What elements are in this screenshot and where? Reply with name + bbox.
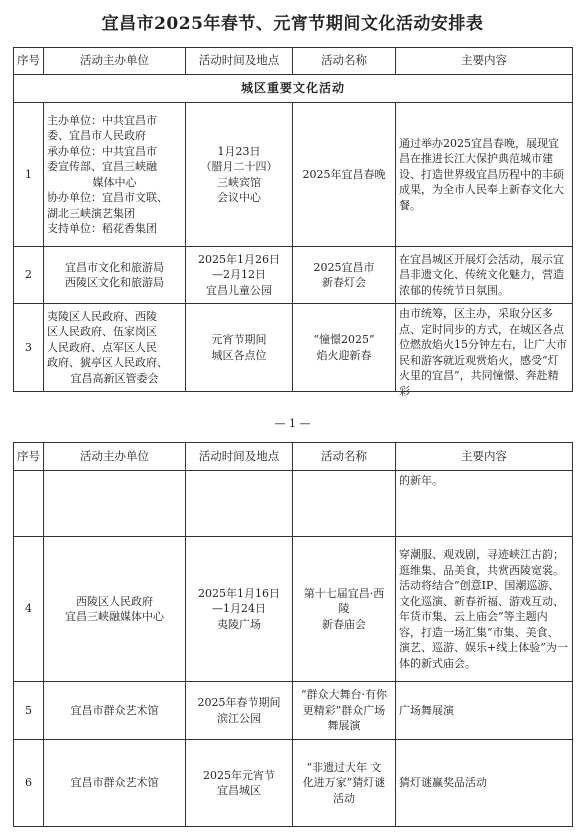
- row-activity-name: [293, 304, 396, 392]
- table-row: [14, 304, 573, 392]
- header-activity-name: 活动名称: [293, 48, 396, 75]
- row-time-place: [186, 471, 293, 537]
- page-title: 宜昌市2025年春节、元宵节期间文化活动安排表: [101, 14, 484, 34]
- time-place-line: 夷陵广场: [217, 617, 261, 631]
- organizer-line: 委宣传部、宜昌三峡融: [47, 160, 157, 173]
- row-time-place: [186, 682, 293, 740]
- activity-name-line: “非遗过大年 文: [306, 760, 382, 774]
- table-row: [14, 537, 573, 682]
- organizer-line: 宜昌市群众艺术馆: [70, 703, 159, 717]
- row-content: 通过举办2025宜昌春晚，展现宜昌在推进长江大保护典范城市建设、打造世界级宜昌历程中的丰硕成果，为全市人民奉上新春文化大餐。: [396, 103, 573, 247]
- time-place-line: 2025年1月16日: [198, 586, 280, 600]
- table-header-row: [14, 48, 573, 75]
- organizer-line: 区人民政府、伍家岗区: [47, 325, 157, 339]
- time-place-line: 三峡宾馆: [217, 175, 261, 189]
- header-time-place: 活动时间及地点: [186, 48, 293, 75]
- row-time-place: [186, 304, 293, 392]
- page-number: — 1 —: [274, 417, 311, 430]
- time-place-line: 2025年1月26日: [198, 252, 280, 266]
- activity-name-line: 新春灯会: [322, 276, 366, 289]
- header-organizer: 活动主办单位: [44, 48, 186, 75]
- header-number: 序号: [14, 443, 44, 471]
- row-content: [396, 304, 573, 398]
- organizer-line: 委、宜昌市人民政府: [47, 129, 146, 142]
- organizer-line: 协办单位：宜昌市文联、: [47, 191, 168, 204]
- activity-name-line: 2025年宜昌春晚: [302, 167, 386, 181]
- row-number: [14, 471, 44, 537]
- time-place-line: —2月12日: [212, 268, 266, 282]
- schedule-table-part-1: [13, 47, 573, 398]
- section-row: [14, 75, 573, 103]
- row-activity-name: [293, 537, 396, 682]
- row-activity-name: [293, 740, 396, 827]
- table-row: [14, 471, 573, 537]
- organizer-line: 湖北三峡演艺集团: [47, 206, 135, 220]
- row-organizer: [44, 247, 186, 304]
- row-content: 的新年。: [396, 471, 573, 537]
- time-place-line: 会议中心: [217, 191, 261, 204]
- table-row: [14, 682, 573, 740]
- content-text: 由市统筹，区主办，采取分区多点、定时同步的方式，在城区各点位燃放焰火15分钟左右，让广大市民和游客就近观赏焰火，感受“灯火里的宜昌”，共同憧憬、奔赴精彩: [399, 307, 567, 398]
- organizer-line: 宜昌市文化和旅游局: [65, 260, 164, 274]
- activity-name-line: 化进万家”猜灯谜: [302, 776, 386, 790]
- organizer-line: 承办单位：中共宜昌市: [47, 144, 157, 158]
- header-activity-name: 活动名称: [293, 443, 396, 471]
- row-activity-name: [293, 682, 396, 740]
- activity-name-line: 焰火迎新春: [316, 348, 372, 362]
- row-time-place: [186, 247, 293, 304]
- time-place-line: —1月24日: [212, 602, 266, 616]
- row-number: 2: [14, 247, 44, 304]
- section-label: 城区重要文化活动: [14, 75, 573, 103]
- table-row: [14, 740, 573, 827]
- time-place-line: 2025年春节期间: [197, 696, 281, 709]
- activity-name-line: 陵: [338, 602, 350, 616]
- time-place-line: 宜昌城区: [217, 784, 261, 797]
- row-time-place: [186, 537, 293, 682]
- row-content: 穿潮服、观戏剧，寻迹峡江古韵；逛维集、品美食，共赏西陵宽裳。活动将结合“创意IP、国潮巡游、文化巡演、新春祈福、游戏互动、年货市集、云上庙会”等主题内容，打造一场汇集“市集、美食、演艺、巡游、娱乐+线上体验”为一体的新式庙会。: [396, 537, 573, 682]
- row-number: 6: [14, 740, 44, 827]
- row-organizer: [44, 537, 186, 682]
- row-organizer: [44, 304, 186, 392]
- time-place-line: （腊月二十四）: [200, 160, 278, 173]
- row-content: 广场舞展演: [396, 682, 573, 740]
- activity-name-line: “群众大舞台·有你: [300, 688, 388, 702]
- table-header-row: [14, 443, 573, 471]
- row-organizer: [44, 471, 186, 537]
- header-time-place: 活动时间及地点: [186, 443, 293, 471]
- row-time-place: [186, 103, 293, 247]
- time-place-line: 滨江公园: [217, 711, 261, 725]
- organizer-line: 宜昌三峡融媒体中心: [65, 610, 164, 623]
- header-number: 序号: [14, 48, 44, 75]
- time-place-line: 城区各点位: [211, 348, 267, 362]
- activity-name-line: “憧憬2025”: [313, 333, 375, 346]
- activity-name-line: 新春庙会: [322, 617, 366, 631]
- organizer-line: 媒体中心: [92, 175, 137, 189]
- organizer-line: 政府、猇亭区人民政府、: [47, 356, 168, 370]
- activity-name-line: 更精彩”群众广场: [302, 703, 386, 717]
- row-number: 4: [14, 537, 44, 682]
- time-place-line: 元宵节期间: [211, 333, 267, 346]
- row-number: 3: [14, 304, 44, 392]
- row-activity-name: [293, 471, 396, 537]
- time-place-line: 2025年元宵节: [203, 768, 275, 782]
- organizer-line: 宜昌高新区管委会: [70, 371, 159, 385]
- row-number: 1: [14, 103, 44, 247]
- row-organizer: [44, 103, 186, 247]
- organizer-line: 西陵区人民政府: [76, 594, 153, 608]
- row-organizer: [44, 682, 186, 740]
- row-content: 猜灯谜赢奖品活动: [396, 740, 573, 827]
- header-organizer: 活动主办单位: [44, 443, 186, 471]
- header-content: 主要内容: [396, 48, 573, 75]
- table-row: [14, 103, 573, 247]
- activity-name-line: 活动: [333, 791, 355, 805]
- time-place-line: 宜昌儿童公园: [206, 283, 272, 297]
- header-content: 主要内容: [396, 443, 573, 471]
- organizer-line: 主办单位：中共宜昌市: [47, 113, 157, 127]
- row-number: 5: [14, 682, 44, 740]
- activity-name-line: 2025宜昌市: [313, 260, 375, 274]
- row-activity-name: [293, 247, 396, 304]
- row-organizer: [44, 740, 186, 827]
- organizer-line: 夷陵区人民政府、西陵: [47, 309, 157, 323]
- row-content: 在宜昌城区开展灯会活动，展示宜昌非遗文化、传统文化魅力，营造浓郁的传统节日氛围。: [396, 247, 573, 304]
- row-time-place: [186, 740, 293, 827]
- organizer-line: 支持单位：稻花香集团: [47, 222, 157, 235]
- activity-name-line: 第十七届宜昌·西: [303, 586, 385, 600]
- organizer-line: 宜昌市群众艺术馆: [70, 776, 159, 790]
- row-activity-name: [293, 103, 396, 247]
- activity-name-line: 舞展演: [327, 719, 361, 733]
- table-row: [14, 247, 573, 304]
- time-place-line: 1月23日: [217, 144, 261, 158]
- organizer-line: 人民政府、点军区人民: [47, 340, 157, 354]
- organizer-line: 西陵区文化和旅游局: [65, 276, 164, 289]
- schedule-table-part-2: [13, 442, 573, 827]
